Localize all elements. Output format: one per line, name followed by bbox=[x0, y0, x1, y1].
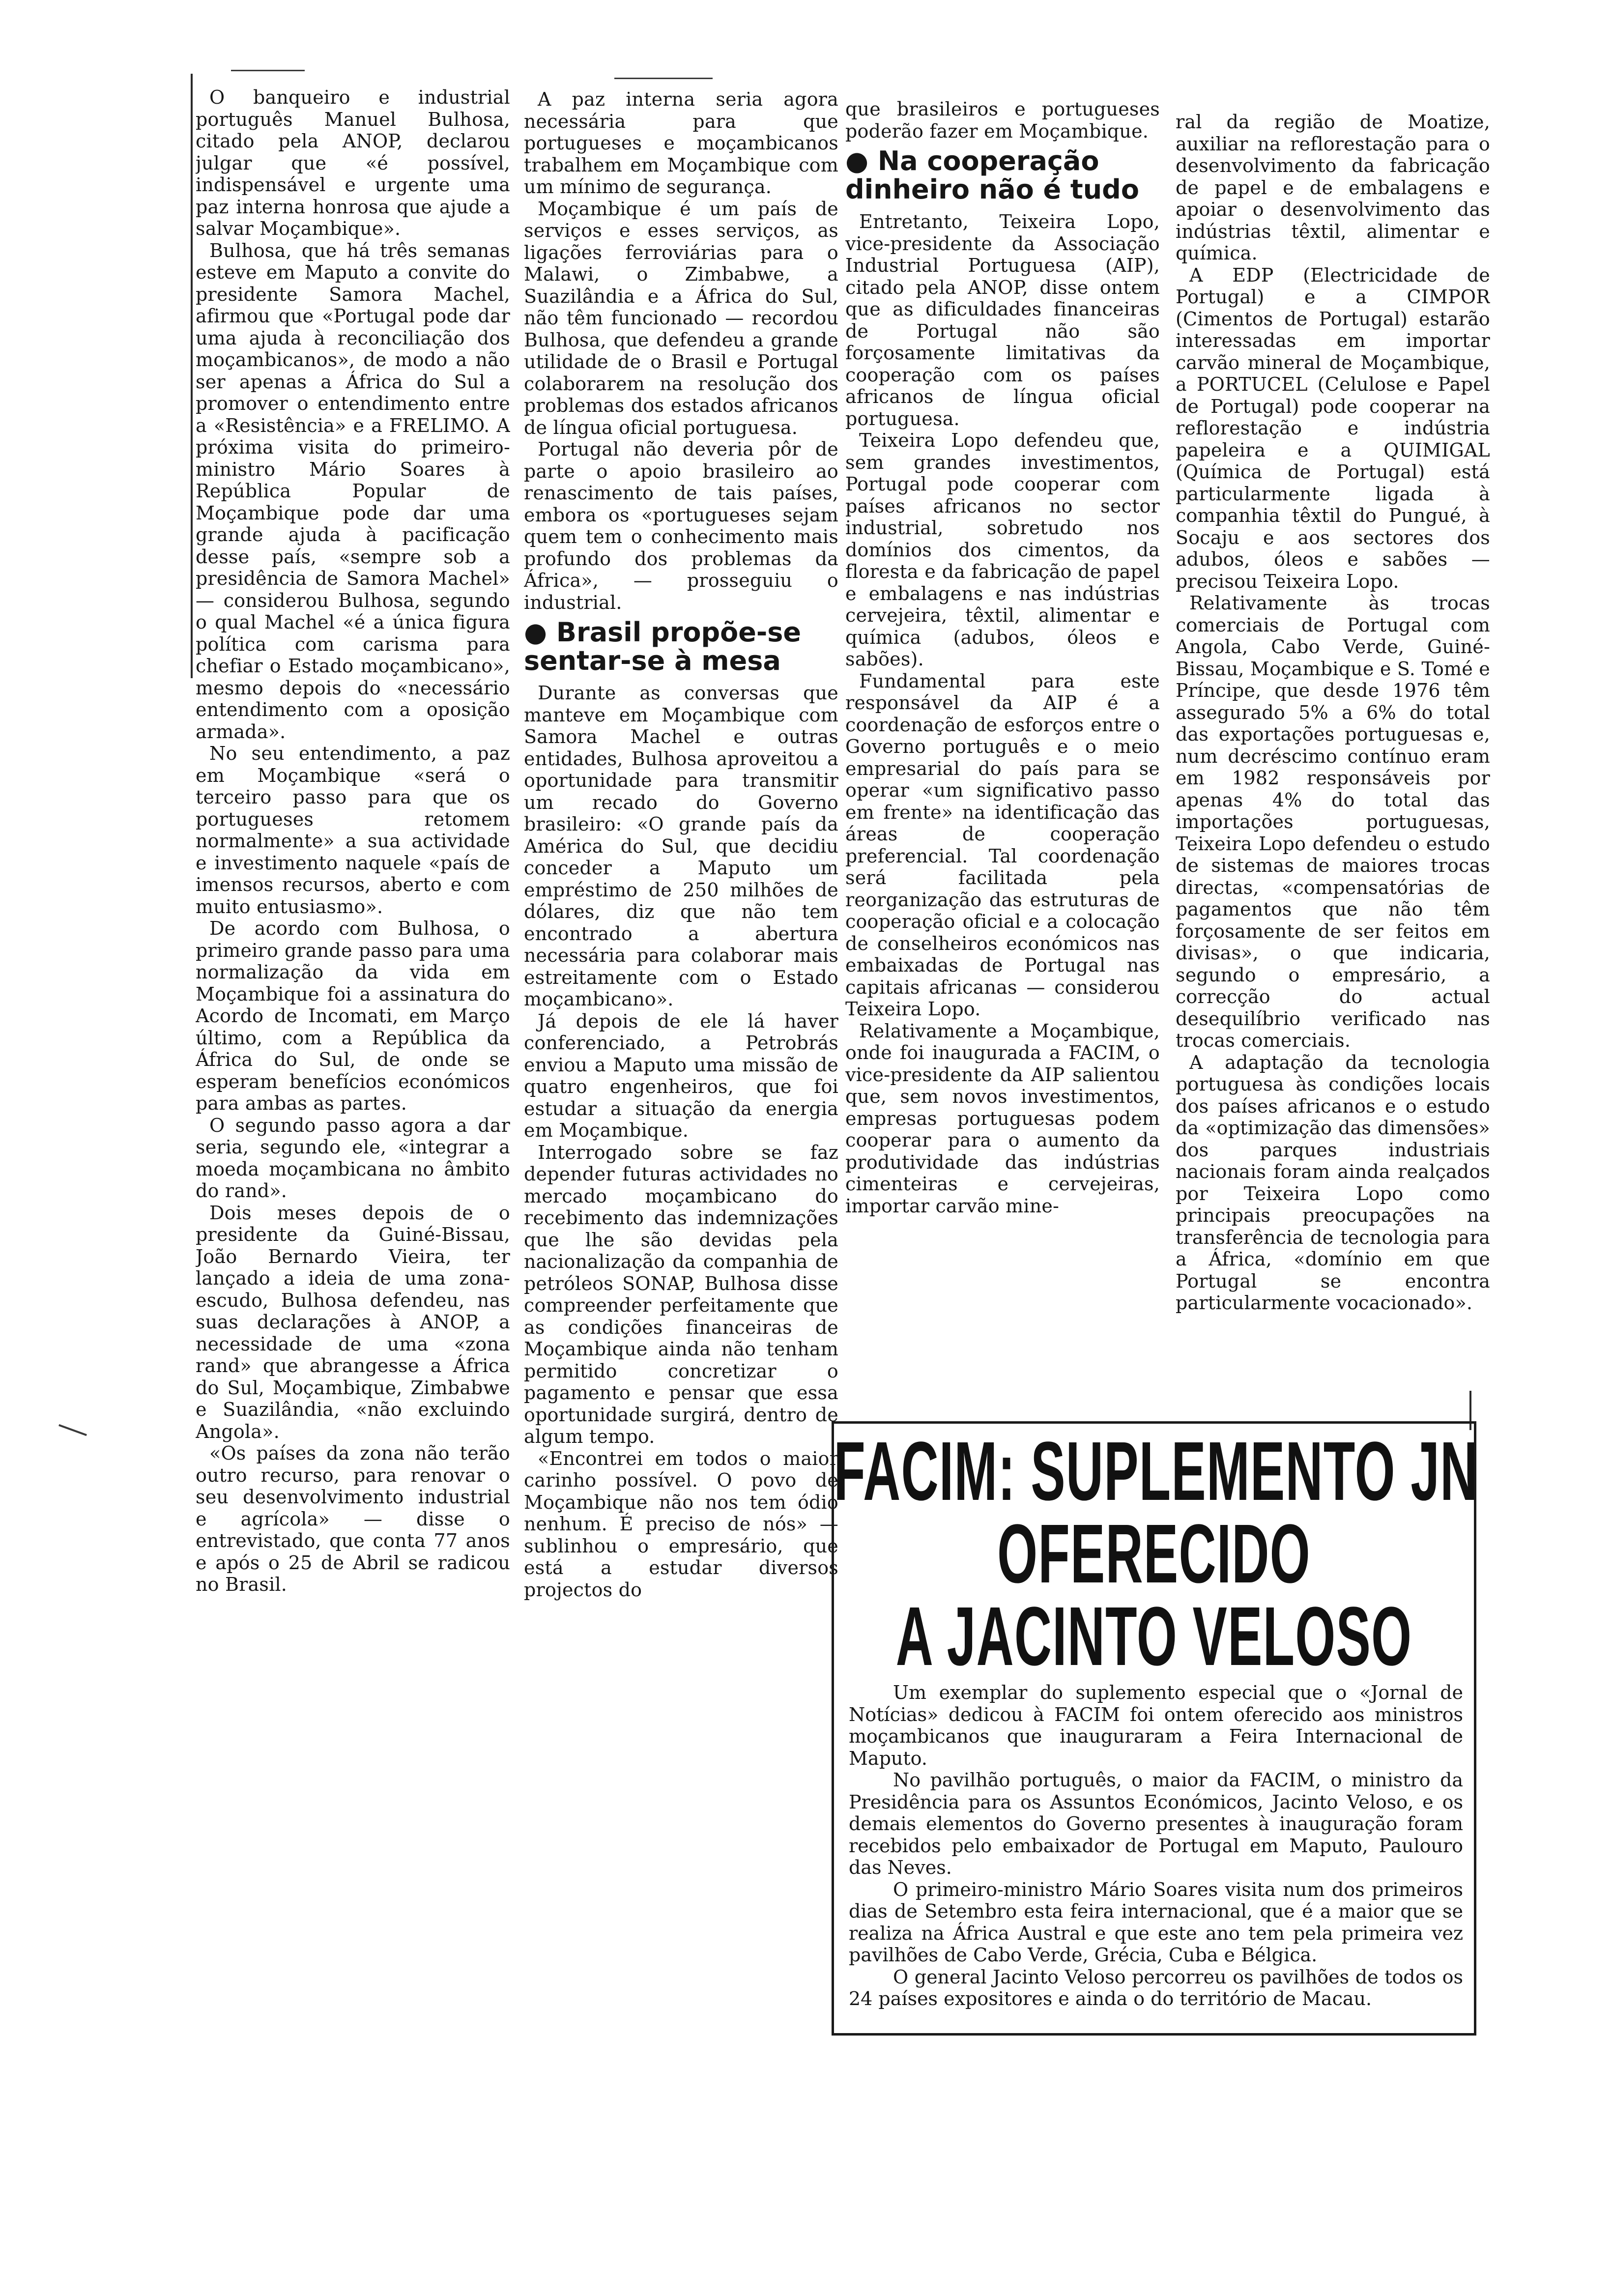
headline-line-3: A JACINTO VELOSO bbox=[895, 1590, 1412, 1683]
paragraph: A EDP (Electricidade de Portugal) e a CIMPOR (Cimentos de Portugal) estarão interessadas em importar carvão mineral de Moçambique, a PORTUCEL (Celulose e Papel de Portugal) pode cooperar na reflorestação e indústria papeleira e a QUIMIGAL (Química de Portugal) está particularmente ligada à companhia têxtil do Pungué, à Socaju e aos sectores dos adubos, óleos e sabões — precisou Teixeira Lopo. bbox=[1176, 264, 1490, 592]
paragraph: «Os países da zona não terão outro recurso, para renovar o seu desenvolvimento industrial e agrícola» — disse o entrevistado, que conta 77 anos e após o 25 de Abril se radicou no Brasil. bbox=[196, 1442, 510, 1595]
paragraph: A paz interna seria agora necessária para que portugueses e moçambicanos trabalhem em Moçambique com um mínimo de segurança. bbox=[524, 88, 838, 198]
paragraph: O banqueiro e industrial português Manuel Bulhosa, citado pela ANOP, declarou julgar que «é possível, indispensável e urgente uma paz interna honrosa que ajude a salvar Moçambique». bbox=[196, 86, 510, 239]
paragraph: ral da região de Moatize, auxiliar na reflorestação para o desenvolvimento da fabricação de papel e de embalagens e apoiar o desenvolvimento das indústrias têxtil, alimentar e química. bbox=[1176, 111, 1490, 264]
paragraph: «Encontrei em todos o maior carinho possível. O povo de Moçambique não nos tem ódio nenhum. É preciso de nós» — sublinhou o empresário, que está a estudar diversos projectos do bbox=[524, 1447, 838, 1601]
paragraph: Relativamente a Moçambique, onde foi inaugurada a FACIM, o vice-presidente da AIP salientou que, sem novos investimentos, empresas portuguesas podem cooperar para o aumento da produtividade das indústrias cimenteiras e cervejeiras, importar carvão mine- bbox=[845, 1020, 1160, 1217]
boxed-article-body bbox=[849, 1682, 1463, 2026]
paragraph: Já depois de ele lá haver conferenciado, a Petrobrás enviou a Maputo uma missão de quatro engenheiros, que foi estudar a situação da energia em Moçambique. bbox=[524, 1010, 838, 1141]
paragraph: Durante as conversas que manteve em Moçambique com Samora Machel e outras entidades, Bulhosa aproveitou a oportunidade para transmitir um recado do Governo brasileiro: «O grande país da América do Sul, que decidiu conceder a Maputo um empréstimo de 250 milhões de dólares, diz que não tem encontrado a abertura necessária para colaborar mais estreitamente com o Estado moçambicano». bbox=[524, 682, 838, 1010]
headline-line-1: FACIM: SUPLEMENTO JN bbox=[834, 1425, 1478, 1518]
bullet-icon: ● bbox=[524, 617, 556, 648]
margin-mark bbox=[614, 78, 713, 79]
paragraph: De acordo com Bulhosa, o primeiro grande passo para uma normalização da vida em Moçambique foi a assinatura do Acordo de Incomati, em Março último, com a República da África do Sul, de onde se esperam benefícios económicos para ambas as partes. bbox=[196, 918, 510, 1114]
paragraph: A adaptação da tecnologia portuguesa às condições locais dos países africanos e o estudo da «optimização das dimensões» dos parques industriais nacionais foram ainda realçados por Teixeira Lopo como principais preocupações na transferência de tecnologia para a África, «domínio em que Portugal se encontra particularmente vocacionado». bbox=[1176, 1051, 1490, 1314]
column-rule bbox=[191, 74, 193, 678]
paragraph: O segundo passo agora a dar seria, segundo ele, «integrar a moeda moçambicana no âmbito do rand». bbox=[196, 1114, 510, 1202]
paragraph: Teixeira Lopo defendeu que, sem grandes investimentos, Portugal pode cooperar com países africanos no sector industrial, sobretudo nos domínios dos cimentos, da floresta e da fabricação de papel e embalagens e nas indústrias cervejeira, têxtil, alimentar e química (adubos, óleos e sabões). bbox=[845, 430, 1160, 670]
paragraph: Um exemplar do suplemento especial que o «Jornal de Notícias» dedicou à FACIM foi ontem oferecido aos ministros moçambicanos que inauguraram a Feira Internacional de Maputo. bbox=[849, 1682, 1463, 1769]
article-column-1 bbox=[196, 86, 510, 1772]
subheading bbox=[524, 618, 838, 675]
paragraph: Bulhosa, que há três semanas esteve em Maputo a convite do presidente Samora Machel, afirmou que «Portugal pode dar uma ajuda à reconciliação dos moçambicanos», de modo a não ser apenas a África do Sul a promover o entendimento entre a «Resistência» e a FRELIMO. A próxima visita do primeiro-ministro Mário Soares à República Popular de Moçambique pode dar uma grande ajuda à pacificação desse país, «sempre sob a presidência de Samora Machel» — considerou Bulhosa, segundo o qual Machel «é a única figura política com carisma para chefiar o Estado moçambicano», mesmo depois do «necessário entendimento com a oposição armada». bbox=[196, 239, 510, 743]
paragraph: Moçambique é um país de serviços e esses serviços, as ligações ferroviárias para o Malawi, o Zimbabwe, a Suazilândia e a África do Sul, não têm funcionado — recordou Bulhosa, que defendeu a grande utilidade de o Brasil e Portugal colaborarem na resolução dos problemas dos estados africanos de língua oficial portuguesa. bbox=[524, 198, 838, 438]
article-column-4 bbox=[1176, 111, 1490, 1404]
paragraph: Interrogado sobre se faz depender futuras actividades no mercado moçambicano do recebimento das indemnizações que lhe são devidas pela nacionalização da companhia de petróleos SONAP, Bulhosa disse compreender perfeitamente que as condições financeiras de Moçambique ainda não tenham permitido concretizar o pagamento e pensar que essa oportunidade surgirá, dentro de algum tempo. bbox=[524, 1141, 838, 1447]
paragraph: Entretanto, Teixeira Lopo, vice-presidente da Associação Industrial Portuguesa (AIP), citado pela ANOP, disse ontem que as dificuldades financeiras de Portugal não são forçosamente limitativas da cooperação com os países africanos de língua oficial portuguesa. bbox=[845, 211, 1160, 430]
subheading-text: Na cooperação dinheiro não é tudo bbox=[845, 145, 1139, 205]
margin-mark bbox=[58, 1424, 87, 1436]
subheading-text: Brasil propõe-se sentar-se à mesa bbox=[524, 617, 802, 676]
paragraph: Portugal não deveria pôr de parte o apoio brasileiro ao renascimento de tais países, embora os «portugueses sejam quem tem o conhecimento mais profundo dos problemas da África», — prosseguiu o industrial. bbox=[524, 438, 838, 613]
paragraph: que brasileiros e portugueses poderão fazer em Moçambique. bbox=[845, 98, 1160, 142]
subheading bbox=[845, 147, 1160, 204]
article-column-2 bbox=[524, 88, 838, 1769]
paragraph: Fundamental para este responsável da AIP é a coordenação de esforços entre o Governo português e o meio empresarial do país para se operar «um significativo passo em frente» na identificação das áreas de cooperação preferencial. Tal coordenação será facilitada pela reorganização das estruturas de cooperação oficial e a colocação de conselheiros económicos nas embaixadas de Portugal nas capitais africanas — considerou Teixeira Lopo. bbox=[845, 670, 1160, 1020]
bullet-icon: ● bbox=[845, 145, 878, 176]
paragraph: Relativamente às trocas comerciais de Portugal com Angola, Cabo Verde, Guiné-Bissau, Moçambique e S. Tomé e Príncipe, que desde 1976 têm assegurado 5% a 6% do total das exportações portuguesas e, num decréscimo contínuo eram em 1982 responsáveis por apenas 4% do total das importações portuguesas, Teixeira Lopo defendeu o estudo de sistemas de maiores trocas directas, «compensatórias de pagamentos que não têm forçosamente de ser feitos em divisas», o que indicaria, segundo o empresário, a correcção do actual desequilíbrio verificado nas trocas comerciais. bbox=[1176, 592, 1490, 1051]
paragraph: O primeiro-ministro Mário Soares visita num dos primeiros dias de Setembro esta feira internacional, que é a maior que se realiza na África Austral e que este ano tem pela primeira vez pavilhões de Cabo Verde, Grécia, Cuba e Bélgica. bbox=[849, 1878, 1463, 1966]
headline-line-2: OFERECIDO bbox=[997, 1507, 1311, 1601]
article-column-3 bbox=[845, 98, 1160, 1406]
paragraph: Dois meses depois de o presidente da Guiné-Bissau, João Bernardo Vieira, ter lançado a ideia de uma zona-escudo, Bulhosa defendeu, nas suas declarações à ANOP, a necessidade de uma «zona rand» que abrangesse a África do Sul, Moçambique, Zimbabwe e Suazilândia, «não excluindo Angola». bbox=[196, 1202, 510, 1442]
paragraph: No pavilhão português, o maior da FACIM, o ministro da Presidência para os Assuntos Económicos, Jacinto Veloso, e os demais elementos do Governo presentes à inauguração foram recebidos pelo embaixador de Portugal em Maputo, Paulouro das Neves. bbox=[849, 1769, 1463, 1878]
paragraph: O general Jacinto Veloso percorreu os pavilhões de todos os 24 países expositores e ainda o do território de Macau. bbox=[849, 1966, 1463, 2009]
boxed-article bbox=[832, 1421, 1476, 2036]
margin-mark bbox=[231, 70, 305, 71]
paragraph: No seu entendimento, a paz em Moçambique «será o terceiro passo para que os portugueses retomem normalmente» a sua actividade e investimento naquele «país de imensos recursos, aberto e com muito entusiasmo». bbox=[196, 743, 510, 918]
